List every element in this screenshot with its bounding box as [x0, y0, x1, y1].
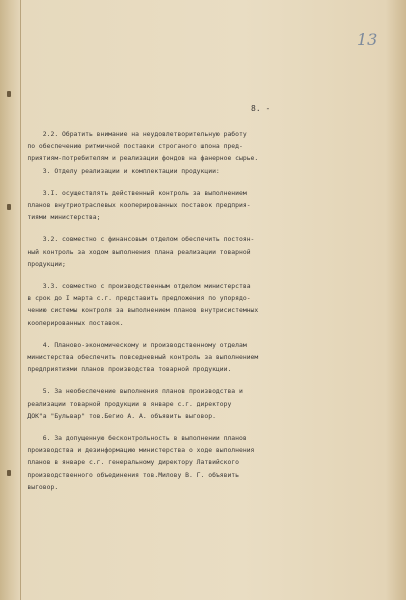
folio-number: 13	[357, 30, 378, 49]
text-line: планов внутриотраслевых кооперированных поставок предприя-	[12, 201, 251, 210]
text-line: планов в январе с.г. генеральному директору Латвийского	[12, 458, 240, 467]
text-line: кооперированных поставок.	[12, 318, 124, 327]
text-line: в срок до I марта с.г. представить предложения по упорядо-	[12, 294, 251, 303]
binding-hole	[7, 470, 11, 476]
text-line: тиями министерства;	[12, 213, 101, 222]
paragraph-gap	[12, 329, 304, 339]
text-line: 3.2. совместно с финансовым отделом обеспечить постоян-	[12, 235, 255, 244]
text-line: чению системы контроля за выполнением планов внутрисистемных	[12, 306, 259, 315]
text-line: выговор.	[12, 482, 59, 491]
paragraph-gap	[12, 422, 304, 432]
paragraph-gap	[12, 177, 304, 187]
text-line: производственного объединения тов.Милову В. Г. объявить	[12, 470, 240, 479]
text-line: производства и дезинформацию министерства о ходе выполнения	[12, 446, 255, 455]
binding-hole	[7, 204, 11, 210]
binding-hole	[7, 91, 11, 97]
text-line: реализации товарной продукции в январе с.г. директору	[12, 399, 232, 408]
text-line: министерства обеспечить повседневный контроль за выполнением	[12, 353, 259, 362]
paragraph-gap	[12, 223, 304, 233]
text-line: предприятиями планов производства товарной продукции.	[12, 365, 232, 374]
text-line: 3.3. совместно с производственным отделом министерства	[12, 282, 251, 291]
text-line: 5. За необеспечение выполнения планов производства и	[12, 387, 243, 396]
text-line: приятиям-потребителям и реализации фондов на фанерное сырье.	[12, 154, 259, 163]
text-line: ДОК"а "Бульвар" тов.Бегио А. А. объявить выговор.	[12, 411, 216, 420]
text-line: по обеспечению ритмичной поставки строганого шпона пред-	[12, 142, 243, 151]
text-line: 4. Планово-экономическому и производственному отделам	[12, 340, 247, 349]
text-line: 2.2. Обратить внимание на неудовлетворительную работу	[12, 130, 247, 138]
page-number: 8. -	[251, 104, 271, 113]
text-line: 3. Отделу реализации и комплектации продукции:	[12, 166, 220, 175]
text-line: ный контроль за ходом выполнения плана реализации товарной	[12, 247, 251, 256]
paragraph-gap	[12, 270, 304, 280]
document-body	[12, 128, 304, 493]
text-line: 3.I. осуществлять действенный контроль за выполнением	[12, 188, 247, 197]
text-line: продукции;	[12, 259, 66, 268]
paragraph-gap	[12, 375, 304, 385]
text-line: 6. За допущенную бесконтрольность в выполнении планов	[12, 434, 247, 443]
